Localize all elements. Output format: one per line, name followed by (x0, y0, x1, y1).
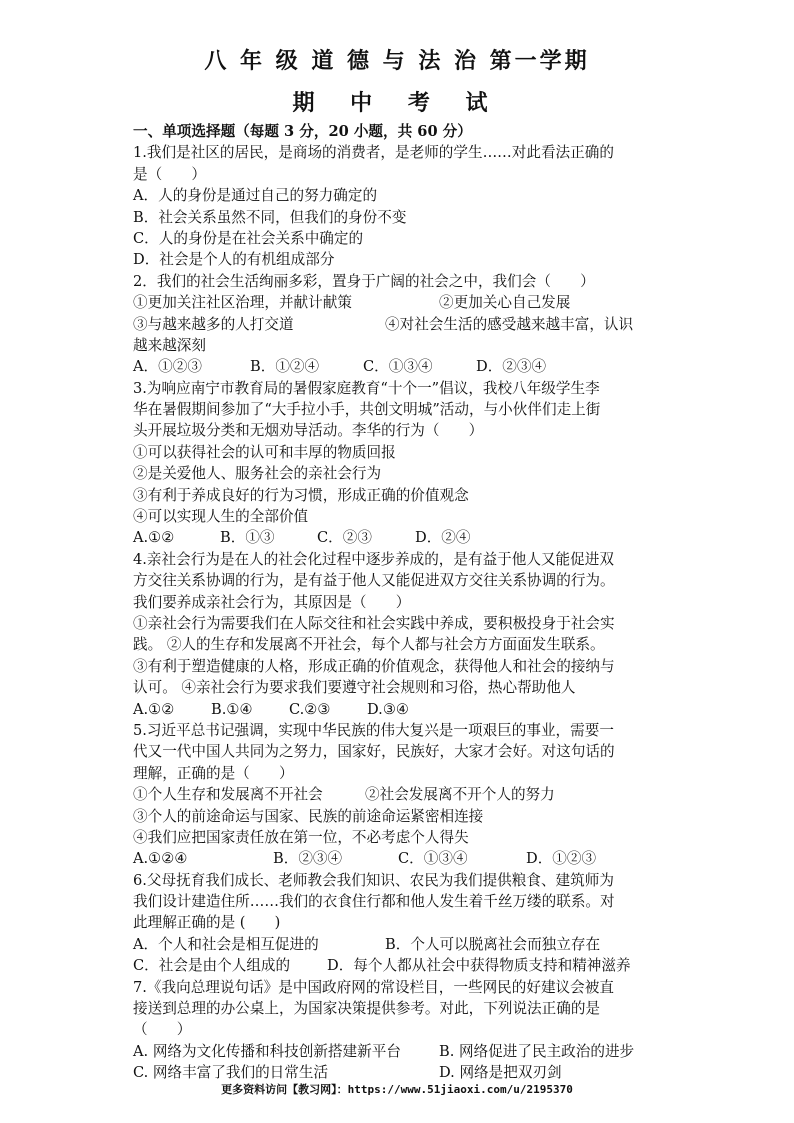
q3-option-b: B．①③ (220, 529, 275, 547)
q1-option-d: D．社会是个人的有机组成部分 (133, 251, 335, 269)
q6-options-row-1 (133, 934, 673, 955)
q1-stem-line-2: 是（ ） (133, 165, 206, 183)
q5-option-d: D．①②③ (526, 850, 597, 868)
q2-statement-3: ③与越来越多的人打交道 (133, 315, 294, 333)
q2-statement-1: ①更加关注社区治理，并献计献策 (133, 294, 352, 312)
q6-option-a: A．个人和社会是相互促进的 (133, 935, 319, 953)
q4-option-a: A.①② (133, 700, 175, 718)
q2-statements-row-2 (133, 314, 673, 335)
q6-option-b: B．个人可以脱离社会而独立存在 (385, 935, 601, 953)
q2-option-c: C．①③④ (363, 358, 433, 376)
q7-option-b: B. 网络促进了民主政治的进步 (439, 1042, 635, 1060)
q6-options-row-2 (133, 955, 673, 976)
q1-option-a: A．人的身份是通过自己的努力确定的 (133, 187, 378, 205)
q7-stem-line-2: 接送到总理的办公桌上，为国家决策提供参考。对此，下列说法正确的是 (133, 1000, 601, 1018)
q2-option-d: D．②③④ (476, 358, 547, 376)
q4-statements-line-2: 践。 ②人的生存和发展离不开社会，每个人都与社会方方面面发生联系。 (133, 636, 605, 654)
q3-stem-line-3: 头开展垃圾分类和无烟劝导活动。李华的行为（ ） (133, 422, 484, 440)
q7-option-a: A. 网络为文化传播和科技创新搭建新平台 (133, 1042, 401, 1060)
q1-stem-line-1: 1.我们是社区的居民，是商场的消费者，是老师的学生……对此看法正确的 (133, 144, 614, 162)
exam-title: 八 年 级 道 德 与 法 治 第一学期 (204, 48, 590, 74)
q3-statement-2: ②是关爱他人、服务社会的亲社会行为 (133, 465, 382, 483)
exam-content (133, 121, 673, 1084)
q7-options-row-1 (133, 1041, 673, 1062)
q2-statement-4-cont: 越来越深刻 (133, 336, 206, 354)
q5-option-c: C．①③④ (398, 850, 468, 868)
q7-option-c: C. 网络丰富了我们的日常生活 (133, 1064, 329, 1082)
exam-subtitle: 期 中 考 试 (292, 90, 502, 116)
q3-option-a: A.①② (133, 529, 175, 547)
q4-option-d: D.③④ (367, 700, 409, 718)
q5-option-a: A.①②④ (133, 850, 188, 868)
q7-option-d: D. 网络是把双刃剑 (439, 1064, 562, 1082)
q5-stem-line-3: 理解，正确的是（ ） (133, 764, 294, 782)
q5-option-b: B．②③④ (273, 850, 343, 868)
q5-statement-2: ②社会发展离不开个人的努力 (365, 786, 555, 804)
q5-stem-line-2: 代又一代中国人共同为之努力，国家好，民族好，大家才会好。对这句话的 (133, 743, 615, 761)
q6-stem-line-1: 6.父母抚育我们成长、老师教会我们知识、农民为我们提供粮食、建筑师为 (133, 871, 614, 889)
q1-option-c: C．人的身份是在社会关系中确定的 (133, 229, 364, 247)
q5-statement-1: ①个人生存和发展离不开社会 (133, 786, 323, 804)
q2-option-b: B．①②④ (250, 358, 320, 376)
q3-stem-line-2: 华在暑假期间参加了“大手拉小手，共创文明城”活动，与小伙伴们走上街 (133, 401, 601, 419)
q6-stem-line-2: 我们设计建造住所……我们的衣食住行都和他人发生着千丝万缕的联系。对 (133, 893, 615, 911)
q3-statement-3: ③有利于养成良好的行为习惯，形成正确的价值观念 (133, 486, 469, 504)
q7-stem-line-3: （ ） (133, 1021, 192, 1039)
q4-statements-line-1: ①亲社会行为需要我们在人际交往和社会实践中养成，要积极投身于社会实 (133, 614, 615, 632)
q3-options (133, 527, 673, 548)
q5-options (133, 848, 673, 869)
q4-option-b: B.①④ (211, 700, 253, 718)
q3-stem-line-1: 3.为响应南宁市教育局的暑假家庭教育“十个一”倡议，我校八年级学生李 (133, 379, 600, 397)
q4-option-c: C.②③ (289, 700, 331, 718)
q3-option-d: D．②④ (415, 529, 471, 547)
q2-statements-row-1 (133, 292, 673, 313)
q3-statement-1: ①可以获得社会的认可和丰厚的物质回报 (133, 443, 396, 461)
q6-option-c: C．社会是由个人组成的 (133, 957, 291, 975)
q4-stem-line-1: 4.亲社会行为是在人的社会化过程中逐步养成的，是有益于他人又能促进双 (133, 550, 614, 568)
q2-statement-2: ②更加关心自己发展 (439, 294, 571, 312)
q2-options (133, 356, 673, 377)
q6-stem-line-3: 此理解正确的是 ( ) (133, 914, 281, 932)
q2-stem: 2．我们的社会生活绚丽多彩，置身于广阔的社会之中，我们会（ ） (133, 272, 595, 290)
q4-stem-line-3: 我们要养成亲社会行为，其原因是（ ） (133, 593, 411, 611)
q2-statement-4: ④对社会生活的感受越来越丰富，认识 (385, 315, 634, 333)
q5-statement-4: ④我们应把国家责任放在第一位，不必考虑个人得失 (133, 828, 469, 846)
footer-link-text: 更多资料访问【教习网】：https://www.51jiaoxi.com/u/2195370 (221, 1083, 573, 1096)
q3-option-c: C．②③ (317, 529, 372, 547)
q4-stem-line-2: 方交往关系协调的行为，是有益于他人又能促进双方交往关系协调的行为。 (133, 572, 615, 590)
q4-statements-line-4: 认可。 ④亲社会行为要求我们要遵守社会规则和习俗，热心帮助他人 (133, 679, 576, 697)
q5-statements-row-1 (133, 784, 673, 805)
q3-statement-4: ④可以实现人生的全部价值 (133, 508, 309, 526)
q7-stem-line-1: 7.《我向总理说句话》是中国政府网的常设栏目，一些网民的好建议会被直 (133, 978, 614, 996)
q2-option-a: A．①②③ (133, 358, 202, 376)
q1-option-b: B．社会关系虽然不同，但我们的身份不变 (133, 208, 407, 226)
section-heading: 一、单项选择题（每题 3 分，20 小题，共 60 分） (133, 123, 472, 140)
q4-statements-line-3: ③有利于塑造健康的人格，形成正确的价值观念，获得他人和社会的接纳与 (133, 657, 615, 675)
q6-option-d: D．每个人都从社会中获得物质支持和精神滋养 (327, 957, 631, 975)
q4-options (133, 699, 673, 720)
q5-stem-line-1: 5.习近平总书记强调，实现中华民族的伟大复兴是一项艰巨的事业，需要一 (133, 721, 614, 739)
q5-statement-3: ③个人的前途命运与国家、民族的前途命运紧密相连接 (133, 807, 484, 825)
